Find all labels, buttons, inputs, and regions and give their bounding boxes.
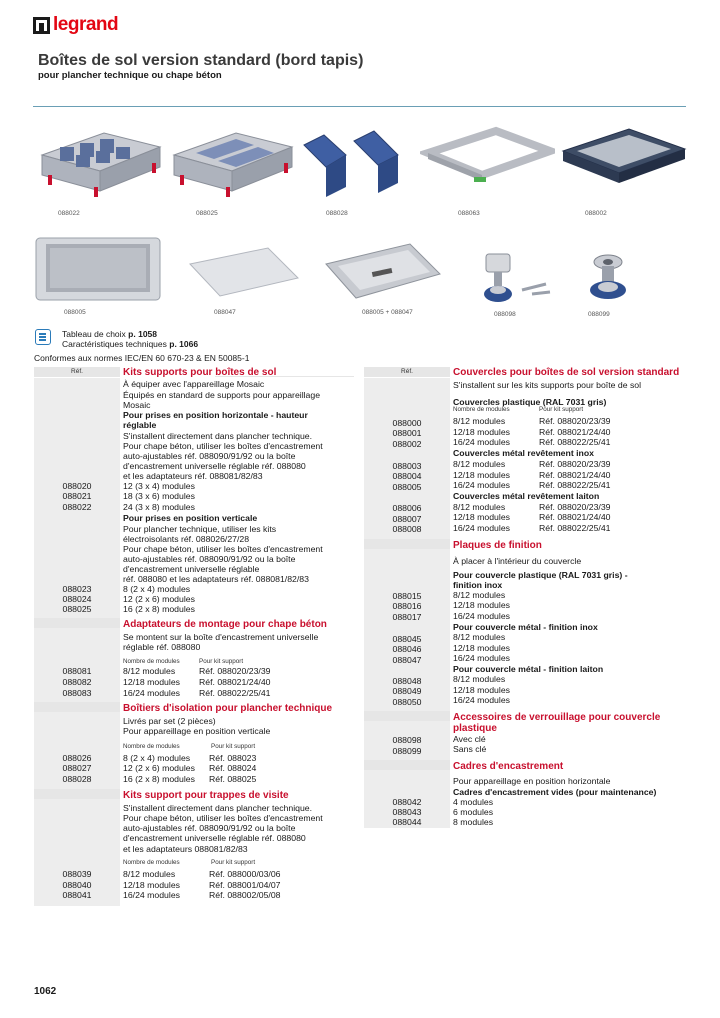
kit-support: Réf. 088021/24/40 bbox=[539, 470, 611, 480]
product-photo-088005-088047 bbox=[320, 240, 445, 305]
text-line: réglable réf. 088080 bbox=[123, 642, 201, 652]
product-label: 16/24 modules bbox=[453, 653, 510, 663]
product-label: 4 modules bbox=[453, 797, 494, 807]
text-line: électroisolants réf. 088026/27/28 bbox=[123, 534, 250, 544]
product-label: 16/24 modules bbox=[453, 480, 510, 490]
ref-number: 088000 bbox=[392, 418, 422, 428]
column-label: Pour kit support bbox=[539, 406, 584, 413]
text-line: Mosaic bbox=[123, 400, 151, 410]
product-label: 12/18 modules bbox=[123, 677, 180, 687]
legrand-logo bbox=[33, 14, 118, 36]
ref-number: 088050 bbox=[392, 697, 422, 707]
brand-name: legrand bbox=[53, 14, 119, 35]
ref-number: 088022 bbox=[62, 502, 92, 512]
kit-support: Réf. 088002/05/08 bbox=[209, 890, 281, 900]
section-title-continued: plastique bbox=[453, 723, 497, 734]
norms-statement: Conformes aux normes IEC/EN 60 670-23 & EN 50085-1 bbox=[34, 353, 250, 363]
text-line: d'encastrement universelle réglable réf. 088080 bbox=[123, 461, 306, 471]
subheading: Couvercles plastique (RAL 7031 gris) bbox=[453, 397, 607, 407]
product-label: 8 modules bbox=[453, 817, 494, 827]
ref-number: 088001 bbox=[392, 428, 422, 438]
ref-number: 088006 bbox=[392, 503, 422, 513]
ref-number: 088039 bbox=[62, 869, 92, 879]
kit-support: Réf. 088021/24/40 bbox=[199, 677, 271, 687]
photo-caption: 088098 bbox=[494, 311, 516, 318]
header-divider bbox=[33, 106, 686, 107]
kit-support: Réf. 088021/24/40 bbox=[539, 512, 611, 522]
product-photo-088099 bbox=[578, 250, 638, 310]
kit-support: Réf. 088022/25/41 bbox=[539, 437, 611, 447]
ref-number: 088098 bbox=[392, 735, 422, 745]
subheading: Pour couvercle métal - finition inox bbox=[453, 622, 598, 632]
photo-caption: 088005 bbox=[64, 309, 86, 316]
text-line: Pour plancher technique, utiliser les kits bbox=[123, 524, 277, 534]
product-label: 12/18 modules bbox=[453, 470, 510, 480]
ref-number: 088025 bbox=[62, 604, 92, 614]
product-label: 8/12 modules bbox=[453, 674, 506, 684]
subheading: Pour prises en position verticale bbox=[123, 513, 258, 523]
subheading: Pour couvercle métal - finition laiton bbox=[453, 664, 604, 674]
kit-support: Réf. 088020/23/39 bbox=[199, 666, 271, 676]
product-label: 8/12 modules bbox=[453, 416, 506, 426]
product-label: Sans clé bbox=[453, 744, 487, 754]
ref-number: 088046 bbox=[392, 644, 422, 654]
kit-support: Réf. 088024 bbox=[209, 763, 257, 773]
product-photo-088047 bbox=[184, 244, 304, 304]
text-line: et les adaptateurs réf. 088081/82/83 bbox=[123, 471, 263, 481]
product-label: 16/24 modules bbox=[123, 890, 180, 900]
ref-number: 088026 bbox=[62, 753, 92, 763]
kit-support: Réf. 088022/25/41 bbox=[539, 480, 611, 490]
ref-header bbox=[364, 367, 450, 377]
choice-table-label: Tableau de choix bbox=[62, 329, 129, 339]
catalog-reference-icon bbox=[35, 329, 51, 345]
product-photo-088025 bbox=[166, 125, 296, 200]
ref-number: 088020 bbox=[62, 481, 92, 491]
ref-header-label: Réf. bbox=[71, 368, 83, 375]
product-label: 12/18 modules bbox=[453, 685, 510, 695]
section-title: Kits support pour trappes de visite bbox=[123, 790, 289, 801]
photo-caption: 088099 bbox=[588, 311, 610, 318]
product-label: 12/18 modules bbox=[453, 643, 510, 653]
section-title: Adaptateurs de montage pour chape béton bbox=[123, 619, 327, 630]
text-line: S'installent directement dans plancher technique. bbox=[123, 431, 313, 441]
kit-support: Réf. 088020/23/39 bbox=[539, 459, 611, 469]
photo-caption: 088025 bbox=[196, 210, 218, 217]
product-label: 8/12 modules bbox=[123, 666, 176, 676]
product-label: 16/24 modules bbox=[453, 437, 510, 447]
text-line: À équiper avec l'appareillage Mosaic bbox=[123, 379, 265, 389]
photo-caption: 088005 + 088047 bbox=[362, 309, 413, 316]
ref-number: 088028 bbox=[62, 774, 92, 784]
product-label: 12/18 modules bbox=[453, 600, 510, 610]
ref-number: 088082 bbox=[62, 677, 92, 687]
section-ref-bar bbox=[364, 760, 450, 770]
choice-table-page[interactable]: p. 1058 bbox=[128, 329, 157, 339]
ref-number: 088041 bbox=[62, 890, 92, 900]
text-line: d'encastrement universelle réglable réf. 088080 bbox=[123, 833, 306, 843]
text-line: Se montent sur la boîte d'encastrement universelle bbox=[123, 632, 319, 642]
product-photo-088098 bbox=[472, 250, 557, 310]
ref-number: 088017 bbox=[392, 612, 422, 622]
tech-specs-page[interactable]: p. 1066 bbox=[169, 339, 199, 349]
product-photo-088002 bbox=[557, 125, 692, 200]
section-underline bbox=[215, 367, 354, 377]
product-label: 8/12 modules bbox=[123, 869, 176, 879]
column-label: Nombre de modules bbox=[453, 406, 510, 413]
section-ref-bar bbox=[34, 702, 120, 712]
ref-number: 088049 bbox=[392, 686, 422, 696]
section-ref-bar bbox=[364, 539, 450, 549]
ref-number: 088004 bbox=[392, 471, 422, 481]
photo-caption: 088063 bbox=[458, 210, 480, 217]
ref-number: 088099 bbox=[392, 746, 422, 756]
product-label: 6 modules bbox=[453, 807, 494, 817]
kit-support: Réf. 088022/25/41 bbox=[199, 688, 271, 698]
text-line: Pour chape béton, utiliser les boîtes d'encastrement bbox=[123, 544, 323, 554]
ref-number: 088007 bbox=[392, 514, 422, 524]
product-label: 16/24 modules bbox=[123, 688, 180, 698]
product-label: 12 (2 x 6) modules bbox=[123, 763, 195, 773]
text-line: d'encastrement universelle réglable bbox=[123, 564, 260, 574]
kit-support: Réf. 088020/23/39 bbox=[539, 416, 611, 426]
text-line: et les adaptateurs 088081/82/83 bbox=[123, 844, 248, 854]
column-label: Pour kit support bbox=[199, 658, 244, 665]
product-label: 12 (3 x 4) modules bbox=[123, 481, 195, 491]
kit-support: Réf. 088020/23/39 bbox=[539, 502, 611, 512]
product-photo-088022 bbox=[34, 125, 164, 200]
product-label: 16/24 modules bbox=[453, 611, 510, 621]
product-label: 8/12 modules bbox=[453, 590, 506, 600]
text-line: S'installent directement dans plancher technique. bbox=[123, 803, 313, 813]
product-label: 8 (2 x 4) modules bbox=[123, 584, 191, 594]
section-title: Couvercles pour boîtes de sol version standard bbox=[453, 367, 680, 378]
ref-number: 088003 bbox=[392, 461, 422, 471]
text-line: S'installent sur les kits supports pour boîte de sol bbox=[453, 380, 642, 390]
kit-support: Réf. 088021/24/40 bbox=[539, 427, 611, 437]
column-label: Nombre de modules bbox=[123, 859, 180, 866]
text-line: Équipés en standard de supports pour appareillage bbox=[123, 390, 321, 400]
column-label: Pour kit support bbox=[211, 743, 256, 750]
kit-support: Réf. 088023 bbox=[209, 753, 257, 763]
section-title: Accessoires de verrouillage pour couvercle bbox=[453, 712, 661, 723]
section-ref-bar bbox=[34, 789, 120, 799]
product-label: 24 (3 x 8) modules bbox=[123, 502, 195, 512]
ref-header bbox=[34, 367, 120, 377]
ref-number: 088043 bbox=[392, 807, 422, 817]
ref-number: 088083 bbox=[62, 688, 92, 698]
ref-number: 088047 bbox=[392, 655, 422, 665]
text-line: auto-ajustables réf. 088090/91/92 ou la boîte bbox=[123, 823, 296, 833]
subheading: Couvercles métal revêtement inox bbox=[453, 448, 594, 458]
column-label: Nombre de modules bbox=[123, 658, 180, 665]
ref-header-label: Réf. bbox=[401, 368, 413, 375]
ref-number: 088005 bbox=[392, 482, 422, 492]
product-label: 16/24 modules bbox=[453, 695, 510, 705]
text-line: réf. 088080 et les adaptateurs réf. 088081/82/83 bbox=[123, 574, 309, 584]
text-line: Livrés par set (2 pièces) bbox=[123, 716, 216, 726]
ref-number: 088008 bbox=[392, 524, 422, 534]
product-label: Avec clé bbox=[453, 734, 486, 744]
product-label: 8 (2 x 4) modules bbox=[123, 753, 191, 763]
text-line: À placer à l'intérieur du couvercle bbox=[453, 556, 582, 566]
product-label: 16 (2 x 8) modules bbox=[123, 774, 195, 784]
product-label: 8/12 modules bbox=[453, 459, 506, 469]
section-ref-bar bbox=[34, 618, 120, 628]
product-photo-088028 bbox=[298, 125, 418, 200]
ref-column-background bbox=[34, 378, 120, 906]
product-label: 12 (2 x 6) modules bbox=[123, 594, 195, 604]
kit-support: Réf. 088022/25/41 bbox=[539, 523, 611, 533]
text-line: auto-ajustables réf. 088090/91/92 ou la boîte bbox=[123, 451, 296, 461]
text-line: Pour chape béton, utiliser les boîtes d'encastrement bbox=[123, 441, 323, 451]
text-line: auto-ajustables réf. 088090/91/92 ou la boîte bbox=[123, 554, 296, 564]
product-label: 12/18 modules bbox=[123, 880, 180, 890]
photo-caption: 088047 bbox=[214, 309, 236, 316]
ref-number: 088040 bbox=[62, 880, 92, 890]
ref-number: 088002 bbox=[392, 439, 422, 449]
product-label: 8/12 modules bbox=[453, 502, 506, 512]
kit-support: Réf. 088001/04/07 bbox=[209, 880, 281, 890]
product-photo-088063 bbox=[420, 125, 555, 200]
photo-caption: 088022 bbox=[58, 210, 80, 217]
section-title: Cadres d'encastrement bbox=[453, 761, 564, 772]
page-number: 1062 bbox=[34, 986, 57, 997]
ref-number: 088048 bbox=[392, 676, 422, 686]
text-line: Pour appareillage en position verticale bbox=[123, 726, 271, 736]
text-line: Pour chape béton, utiliser les boîtes d'encastrement bbox=[123, 813, 323, 823]
ref-number: 088044 bbox=[392, 817, 422, 827]
photo-caption: 088002 bbox=[585, 210, 607, 217]
section-ref-bar bbox=[364, 711, 450, 721]
page-title: Boîtes de sol version standard (bord tapis) bbox=[38, 52, 364, 69]
ref-number: 088042 bbox=[392, 797, 422, 807]
subheading: Couvercles métal revêtement laiton bbox=[453, 491, 600, 501]
page-subtitle: pour plancher technique ou chape béton bbox=[38, 70, 222, 81]
column-label: Pour kit support bbox=[211, 859, 256, 866]
photo-caption: 088028 bbox=[326, 210, 348, 217]
ref-number: 088015 bbox=[392, 591, 422, 601]
ref-number: 088045 bbox=[392, 634, 422, 644]
product-photo-088005 bbox=[30, 232, 165, 307]
tech-specs-label: Caractéristiques techniques bbox=[62, 339, 170, 349]
product-label: 8/12 modules bbox=[453, 632, 506, 642]
ref-number: 088024 bbox=[62, 594, 92, 604]
section-title: Boîtiers d'isolation pour plancher technique bbox=[123, 703, 333, 714]
subheading: Pour prises en position horizontale - hauteur bbox=[123, 410, 308, 420]
ref-number: 088023 bbox=[62, 584, 92, 594]
section-title: Plaques de finition bbox=[453, 540, 542, 551]
product-label: 18 (3 x 6) modules bbox=[123, 491, 195, 501]
subheading: réglable bbox=[123, 420, 157, 430]
ref-number: 088027 bbox=[62, 763, 92, 773]
ref-number: 088081 bbox=[62, 666, 92, 676]
subheading: Cadres d'encastrement vides (pour maintenance) bbox=[453, 787, 657, 797]
subheading: Pour couvercle plastique (RAL 7031 gris) - bbox=[453, 570, 628, 580]
ref-number: 088021 bbox=[62, 491, 92, 501]
product-label: 12/18 modules bbox=[453, 512, 510, 522]
product-label: 16 (2 x 8) modules bbox=[123, 604, 195, 614]
product-label: 16/24 modules bbox=[453, 523, 510, 533]
product-label: 12/18 modules bbox=[453, 427, 510, 437]
catalog-references bbox=[62, 329, 198, 349]
text-line: Pour appareillage en position horizontale bbox=[453, 776, 611, 786]
legrand-logo-mark bbox=[33, 17, 50, 34]
column-label: Nombre de modules bbox=[123, 743, 180, 750]
ref-number: 088016 bbox=[392, 601, 422, 611]
kit-support: Réf. 088000/03/06 bbox=[209, 869, 281, 879]
subheading: finition inox bbox=[453, 580, 503, 590]
kit-support: Réf. 088025 bbox=[209, 774, 257, 784]
section-title: Kits supports pour boîtes de sol bbox=[123, 367, 277, 378]
